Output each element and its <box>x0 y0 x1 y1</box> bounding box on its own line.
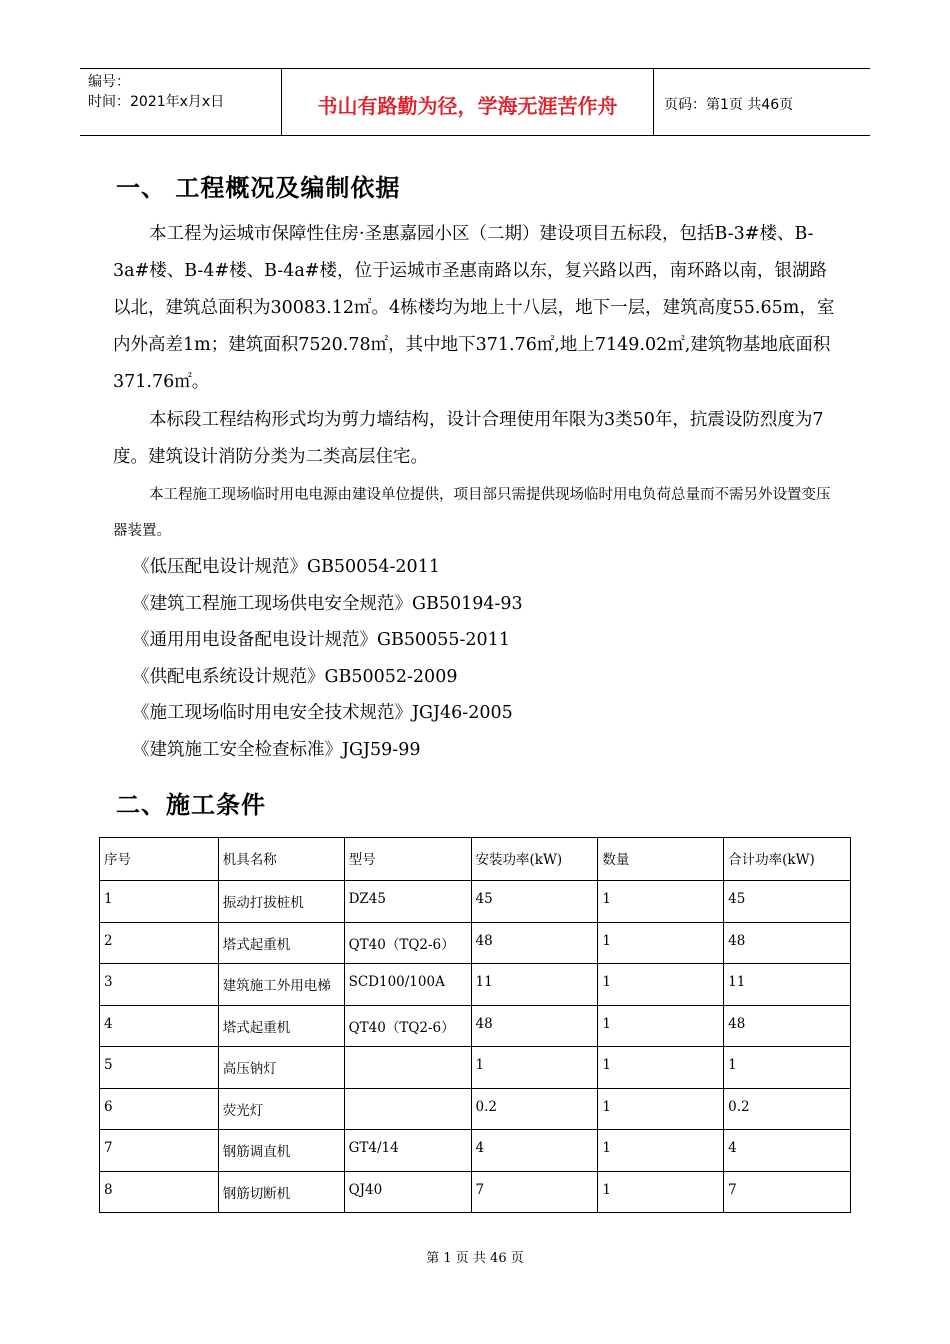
table-cell: 48 <box>724 1005 851 1047</box>
table-header-cell: 序号 <box>100 838 219 881</box>
table-cell: 1 <box>598 1005 724 1047</box>
table-cell: 1 <box>100 881 219 923</box>
table-cell: 荧光灯 <box>218 1088 344 1130</box>
document-number: 编号： <box>88 74 130 90</box>
table-cell: 11 <box>471 964 598 1006</box>
header-meta <box>80 69 282 135</box>
table-cell: 塔式起重机 <box>218 1005 344 1047</box>
table-cell: 钢筋调直机 <box>218 1130 344 1172</box>
table-cell: 48 <box>471 922 598 964</box>
table-cell: SCD100/100A <box>344 964 471 1006</box>
table-row <box>100 1171 851 1213</box>
table-cell: 8 <box>100 1171 219 1213</box>
table-cell: 5 <box>100 1047 219 1089</box>
section-1-paragraph-2: 本标段工程结构形式均为剪力墙结构，设计合理使用年限为3类50年，抗震设防烈度为7度。建筑设计消防分类为二类高层住宅。 <box>113 410 824 467</box>
header-motto: 书山有路勤为径，学海无涯苦作舟 <box>282 69 654 135</box>
table-cell: QT40（TQ2-6） <box>344 1005 471 1047</box>
table-cell: 1 <box>598 1130 724 1172</box>
table-cell: 1 <box>598 1171 724 1213</box>
table-cell: 2 <box>100 922 219 964</box>
section-1-paragraph-3: 本工程施工现场临时用电电源由建设单位提供，项目部只需提供现场临时用电负荷总量而不需另外设置变压器装置。 <box>113 487 831 539</box>
table-cell: 7 <box>471 1171 598 1213</box>
section-1-paragraph-1: 本工程为运城市保障性住房·圣惠嘉园小区（二期）建设项目五标段，包括B-3#楼、B-3a#楼、B-4#楼、B-4a#楼，位于运城市圣惠南路以东，复兴路以西，南环路以南，银湖路以北，建筑总面积为30083.12㎡。4栋楼均为地上十八层，地下一层，建筑高度55.65m，室内外高差1m；建筑面积7520.78㎡，其中地下371.76㎡,地上7149.02㎡,建筑物基地底面积371.76㎡。 <box>113 224 835 392</box>
table-cell <box>344 1088 471 1130</box>
table-cell: GT4/14 <box>344 1130 471 1172</box>
table-cell: 4 <box>471 1130 598 1172</box>
table-cell <box>344 1047 471 1089</box>
table-cell: 7 <box>100 1130 219 1172</box>
section-2-title: 二、施工条件 <box>116 791 266 819</box>
table-cell: 1 <box>598 964 724 1006</box>
reference-item: 《施工现场临时用电安全技术规范》JGJ46-2005 <box>132 703 513 723</box>
table-cell: 45 <box>471 881 598 923</box>
header-page-number: 页码：第1页 共46页 <box>664 97 794 113</box>
table-cell: 7 <box>724 1171 851 1213</box>
table-cell: QJ40 <box>344 1171 471 1213</box>
table-cell: 1 <box>471 1047 598 1089</box>
table-row <box>100 964 851 1006</box>
page-header <box>80 68 870 136</box>
table-cell: 1 <box>598 1047 724 1089</box>
table-row <box>100 1005 851 1047</box>
table-cell: 1 <box>598 881 724 923</box>
table-cell: 高压钠灯 <box>218 1047 344 1089</box>
table-header-row <box>100 838 851 881</box>
table-cell: DZ45 <box>344 881 471 923</box>
table-cell: 6 <box>100 1088 219 1130</box>
page-footer: 第 1 页 共 46 页 <box>426 1251 524 1266</box>
table-cell: 45 <box>724 881 851 923</box>
table-row <box>100 881 851 923</box>
table-cell: 钢筋切断机 <box>218 1171 344 1213</box>
table-cell: 1 <box>724 1047 851 1089</box>
table-cell: QT40（TQ2-6） <box>344 922 471 964</box>
table-cell: 1 <box>598 922 724 964</box>
table-cell: 48 <box>471 1005 598 1047</box>
reference-item: 《通用用电设备配电设计规范》GB50055-2011 <box>132 630 510 650</box>
table-cell: 4 <box>724 1130 851 1172</box>
table-cell: 3 <box>100 964 219 1006</box>
table-cell: 塔式起重机 <box>218 922 344 964</box>
reference-item: 《供配电系统设计规范》GB50052-2009 <box>132 667 458 687</box>
reference-item: 《建筑工程施工现场供电安全规范》GB50194-93 <box>132 594 523 614</box>
table-header-cell: 机具名称 <box>218 838 344 881</box>
reference-item: 《低压配电设计规范》GB50054-2011 <box>132 557 440 577</box>
table-row <box>100 1088 851 1130</box>
table-row <box>100 1130 851 1172</box>
table-cell: 1 <box>598 1088 724 1130</box>
table-cell: 11 <box>724 964 851 1006</box>
table-row <box>100 922 851 964</box>
reference-item: 《建筑施工安全检查标准》JGJ59-99 <box>132 740 421 760</box>
table-header-cell: 数量 <box>598 838 724 881</box>
table-row <box>100 1047 851 1089</box>
table-cell: 振动打拔桩机 <box>218 881 344 923</box>
table-header-cell: 安装功率(kW) <box>471 838 598 881</box>
document-time: 时间：2021年x月x日 <box>88 94 225 110</box>
equipment-table <box>99 837 851 1213</box>
table-header-cell: 合计功率(kW) <box>724 838 851 881</box>
table-cell: 0.2 <box>471 1088 598 1130</box>
table-header-cell: 型号 <box>344 838 471 881</box>
section-1-title: 一、 工程概况及编制依据 <box>116 174 401 202</box>
table-cell: 4 <box>100 1005 219 1047</box>
table-cell: 建筑施工外用电梯 <box>218 964 344 1006</box>
table-cell: 48 <box>724 922 851 964</box>
table-cell: 0.2 <box>724 1088 851 1130</box>
